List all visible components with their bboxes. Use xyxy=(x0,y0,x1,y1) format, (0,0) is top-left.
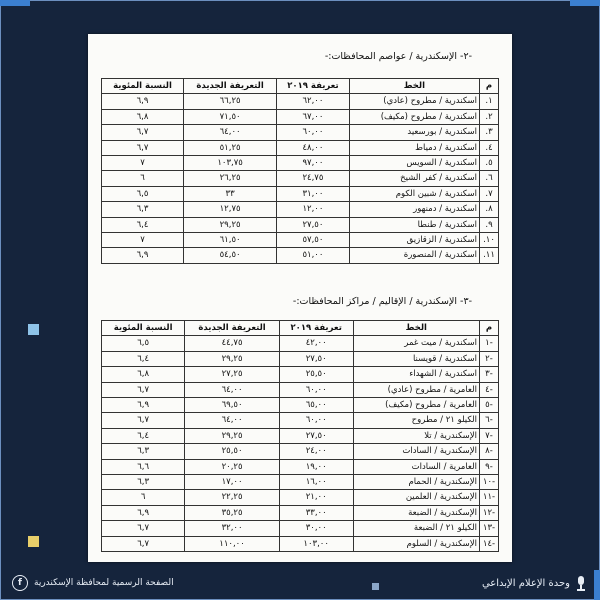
fare-table-capitals xyxy=(101,78,499,264)
row-index: ٣. xyxy=(480,125,499,140)
row-index: ٤. xyxy=(480,140,499,155)
route-name: اسكندرية / قويسنا xyxy=(353,351,479,366)
route-name: اسكندرية / الزقازيق xyxy=(349,233,479,248)
fare-2019: ٦٠,٠٠ xyxy=(279,413,353,428)
table-row xyxy=(102,459,499,474)
fare-2019: ٦٢,٠٠ xyxy=(277,94,350,109)
route-name: اسكندرية / المنصورة xyxy=(349,248,479,263)
fare-2019: ١٩,٠٠ xyxy=(279,459,353,474)
route-name: الإسكندرية / تلا xyxy=(353,428,479,443)
percent-change: ٧ xyxy=(102,233,184,248)
route-name: اسكندرية / كفر الشيخ xyxy=(349,171,479,186)
section-heading: -٣- الإسكندرية / الإقاليم / مراكز المحافظات:- xyxy=(292,296,472,307)
fare-2019: ٣٣,٠٠ xyxy=(279,505,353,520)
table-header-row xyxy=(102,79,499,94)
route-name: الإسكندرية / السادات xyxy=(353,444,479,459)
decor-square xyxy=(28,536,39,547)
new-fare: ٥٤,٥٠ xyxy=(184,248,277,263)
percent-change: ٦,٩ xyxy=(102,94,184,109)
col-header-fare-2019: تعريفة ٢٠١٩ xyxy=(279,321,353,336)
route-name: العامرية / مطروح (مكيف) xyxy=(353,398,479,413)
table-row xyxy=(102,217,499,232)
col-header-route: الخط xyxy=(349,79,479,94)
row-index: -١٤ xyxy=(480,536,499,551)
table-row xyxy=(102,156,499,171)
fare-2019: ١٦,٠٠ xyxy=(279,475,353,490)
fare-2019: ٢٤,٠٠ xyxy=(279,444,353,459)
percent-change: ٦,٤ xyxy=(102,351,185,366)
new-fare: ٦٤,٠٠ xyxy=(185,382,280,397)
row-index: ٨. xyxy=(480,202,499,217)
table-row xyxy=(102,140,499,155)
fare-2019: ٢٧,٥٠ xyxy=(277,217,350,232)
table-row xyxy=(102,171,499,186)
col-header-percent: النسبة المئوية xyxy=(102,321,185,336)
row-index: -٦ xyxy=(480,413,499,428)
percent-change: ٦,٥ xyxy=(102,186,184,201)
fare-2019: ٣١,٠٠ xyxy=(277,186,350,201)
footer-page-text: الصفحة الرسمية لمحافظة الإسكندرية xyxy=(34,578,174,588)
percent-change: ٦,٣ xyxy=(102,444,185,459)
route-name: اسكندرية / شبين الكوم xyxy=(349,186,479,201)
percent-change: ٦,٣ xyxy=(102,475,185,490)
row-index: -٧ xyxy=(480,428,499,443)
table-header-row xyxy=(102,321,499,336)
percent-change: ٦ xyxy=(102,171,184,186)
new-fare: ٧١,٥٠ xyxy=(184,109,277,124)
table-row xyxy=(102,505,499,520)
fare-2019: ٢٥,٥٠ xyxy=(279,367,353,382)
row-index: ٦. xyxy=(480,171,499,186)
route-name: اسكندرية / دمنهور xyxy=(349,202,479,217)
row-index: -٢ xyxy=(480,351,499,366)
route-name: اسكندرية / طنطا xyxy=(349,217,479,232)
new-fare: ٣٢,٠٠ xyxy=(185,521,280,536)
fare-2019: ٤٨,٠٠ xyxy=(277,140,350,155)
row-index: ١. xyxy=(480,94,499,109)
new-fare: ٢٢,٢٥ xyxy=(185,490,280,505)
fare-table-regions xyxy=(101,320,499,552)
new-fare: ٦١,٥٠ xyxy=(184,233,277,248)
fare-2019: ٢٧,٥٠ xyxy=(279,351,353,366)
route-name: اسكندرية / ميت غمر xyxy=(353,336,479,351)
new-fare: ٢٠,٢٥ xyxy=(185,459,280,474)
col-header-index: م xyxy=(480,79,499,94)
table-row xyxy=(102,233,499,248)
corner-accent xyxy=(594,570,600,600)
table-row xyxy=(102,202,499,217)
table-row xyxy=(102,94,499,109)
section-heading: -٢- الإسكندرية / عواصم المحافظات:- xyxy=(324,51,472,62)
fare-2019: ٥١,٠٠ xyxy=(277,248,350,263)
route-name: اسكندرية / بورسعيد xyxy=(349,125,479,140)
col-header-index: م xyxy=(480,321,499,336)
new-fare: ٣٣ xyxy=(184,186,277,201)
row-index: ٢. xyxy=(480,109,499,124)
percent-change: ٦,٧ xyxy=(102,382,185,397)
new-fare: ٢٩,٢٥ xyxy=(185,351,280,366)
percent-change: ٦,٧ xyxy=(102,521,185,536)
fare-2019: ٦٠,٠٠ xyxy=(279,382,353,397)
table-row xyxy=(102,351,499,366)
percent-change: ٦,٣ xyxy=(102,202,184,217)
row-index: -٨ xyxy=(480,444,499,459)
col-header-new-fare: التعريفة الجديدة xyxy=(185,321,280,336)
fare-2019: ٢١,٠٠ xyxy=(279,490,353,505)
col-header-route: الخط xyxy=(353,321,479,336)
percent-change: ٦,٨ xyxy=(102,109,184,124)
row-index: -٤ xyxy=(480,382,499,397)
route-name: الإسكندرية / السلوم xyxy=(353,536,479,551)
row-index: -١ xyxy=(480,336,499,351)
facebook-icon[interactable]: f xyxy=(12,575,28,591)
row-index: ٩. xyxy=(480,217,499,232)
percent-change: ٦,٩ xyxy=(102,505,185,520)
fare-2019: ١٠٣,٠٠ xyxy=(279,536,353,551)
percent-change: ٦ xyxy=(102,490,185,505)
table-row xyxy=(102,398,499,413)
col-header-fare-2019: تعريفة ٢٠١٩ xyxy=(277,79,350,94)
fare-2019: ٩٧,٠٠ xyxy=(277,156,350,171)
microphone-icon xyxy=(576,576,586,591)
new-fare: ٦٤,٠٠ xyxy=(184,125,277,140)
row-index: -١٠ xyxy=(480,475,499,490)
fare-2019: ٢٧,٥٠ xyxy=(279,428,353,443)
route-name: الكيلو ٢١ / مطروح xyxy=(353,413,479,428)
route-name: الإسكندرية / الضبعة xyxy=(353,505,479,520)
route-name: العامرية / مطروح (عادي) xyxy=(353,382,479,397)
fare-2019: ١٢,٠٠ xyxy=(277,202,350,217)
percent-change: ٦,٧ xyxy=(102,140,184,155)
new-fare: ٦٤,٠٠ xyxy=(185,413,280,428)
document-page xyxy=(88,34,512,562)
new-fare: ٢٩,٢٥ xyxy=(184,217,277,232)
table-row xyxy=(102,490,499,505)
table-row xyxy=(102,367,499,382)
new-fare: ٢٥,٥٠ xyxy=(185,444,280,459)
row-index: -٥ xyxy=(480,398,499,413)
route-name: اسكندرية / مطروح (عادي) xyxy=(349,94,479,109)
fare-2019: ٤٢,٠٠ xyxy=(279,336,353,351)
table-row xyxy=(102,428,499,443)
route-name: اسكندرية / دمياط xyxy=(349,140,479,155)
percent-change: ٦,٦ xyxy=(102,459,185,474)
row-index: -١٣ xyxy=(480,521,499,536)
table-row xyxy=(102,413,499,428)
new-fare: ١٢,٧٥ xyxy=(184,202,277,217)
table-row xyxy=(102,475,499,490)
new-fare: ١٧,٠٠ xyxy=(185,475,280,490)
percent-change: ٧ xyxy=(102,156,184,171)
fare-2019: ٦٠,٠٠ xyxy=(277,125,350,140)
percent-change: ٦,٩ xyxy=(102,398,185,413)
new-fare: ٢٧,٢٥ xyxy=(185,367,280,382)
row-index: -١٢ xyxy=(480,505,499,520)
table-row xyxy=(102,336,499,351)
table-row xyxy=(102,248,499,263)
new-fare: ٦٩,٥٠ xyxy=(185,398,280,413)
percent-change: ٦,٤ xyxy=(102,217,184,232)
table-row xyxy=(102,536,499,551)
footer-unit-text: وحدة الإعلام الإبداعي xyxy=(481,578,570,589)
fare-2019: ٢٤,٧٥ xyxy=(277,171,350,186)
new-fare: ٦٦,٢٥ xyxy=(184,94,277,109)
fare-2019: ٥٧,٥٠ xyxy=(277,233,350,248)
table-row xyxy=(102,382,499,397)
fare-2019: ٦٧,٠٠ xyxy=(277,109,350,124)
footer-unit-credit xyxy=(482,576,586,591)
fare-2019: ٦٥,٠٠ xyxy=(279,398,353,413)
new-fare: ١١٠,٠٠ xyxy=(185,536,280,551)
percent-change: ٦,٤ xyxy=(102,428,185,443)
percent-change: ٦,٨ xyxy=(102,367,185,382)
table-row xyxy=(102,109,499,124)
new-fare: ٥١,٢٥ xyxy=(184,140,277,155)
corner-accent xyxy=(0,0,30,6)
fare-2019: ٣٠,٠٠ xyxy=(279,521,353,536)
decor-square xyxy=(372,583,379,590)
new-fare: ٣٥,٢٥ xyxy=(185,505,280,520)
new-fare: ١٠٣,٧٥ xyxy=(184,156,277,171)
percent-change: ٦,٥ xyxy=(102,336,185,351)
row-index: ١٠. xyxy=(480,233,499,248)
route-name: اسكندرية / مطروح (مكيف) xyxy=(349,109,479,124)
footer-page-credit xyxy=(12,575,174,591)
route-name: الكيلو ٢١ / الضبعة xyxy=(353,521,479,536)
route-name: الإسكندرية / العلمين xyxy=(353,490,479,505)
row-index: ١١. xyxy=(480,248,499,263)
row-index: -٣ xyxy=(480,367,499,382)
row-index: -٩ xyxy=(480,459,499,474)
col-header-percent: النسبة المئوية xyxy=(102,79,184,94)
new-fare: ٤٤,٧٥ xyxy=(185,336,280,351)
route-name: العامرية / السادات xyxy=(353,459,479,474)
route-name: اسكندرية / السويس xyxy=(349,156,479,171)
row-index: ٥. xyxy=(480,156,499,171)
table-row xyxy=(102,444,499,459)
corner-accent xyxy=(570,0,600,6)
table-row xyxy=(102,186,499,201)
new-fare: ٢٦,٢٥ xyxy=(184,171,277,186)
table-row xyxy=(102,521,499,536)
row-index: ٧. xyxy=(480,186,499,201)
percent-change: ٦,٩ xyxy=(102,248,184,263)
decor-square xyxy=(28,324,39,335)
route-name: اسكندرية / الشهداء xyxy=(353,367,479,382)
route-name: الإسكندرية / الحمام xyxy=(353,475,479,490)
percent-change: ٦,٧ xyxy=(102,125,184,140)
percent-change: ٦,٧ xyxy=(102,413,185,428)
col-header-new-fare: التعريفة الجديدة xyxy=(184,79,277,94)
new-fare: ٢٩,٢٥ xyxy=(185,428,280,443)
row-index: -١١ xyxy=(480,490,499,505)
table-row xyxy=(102,125,499,140)
percent-change: ٦,٧ xyxy=(102,536,185,551)
